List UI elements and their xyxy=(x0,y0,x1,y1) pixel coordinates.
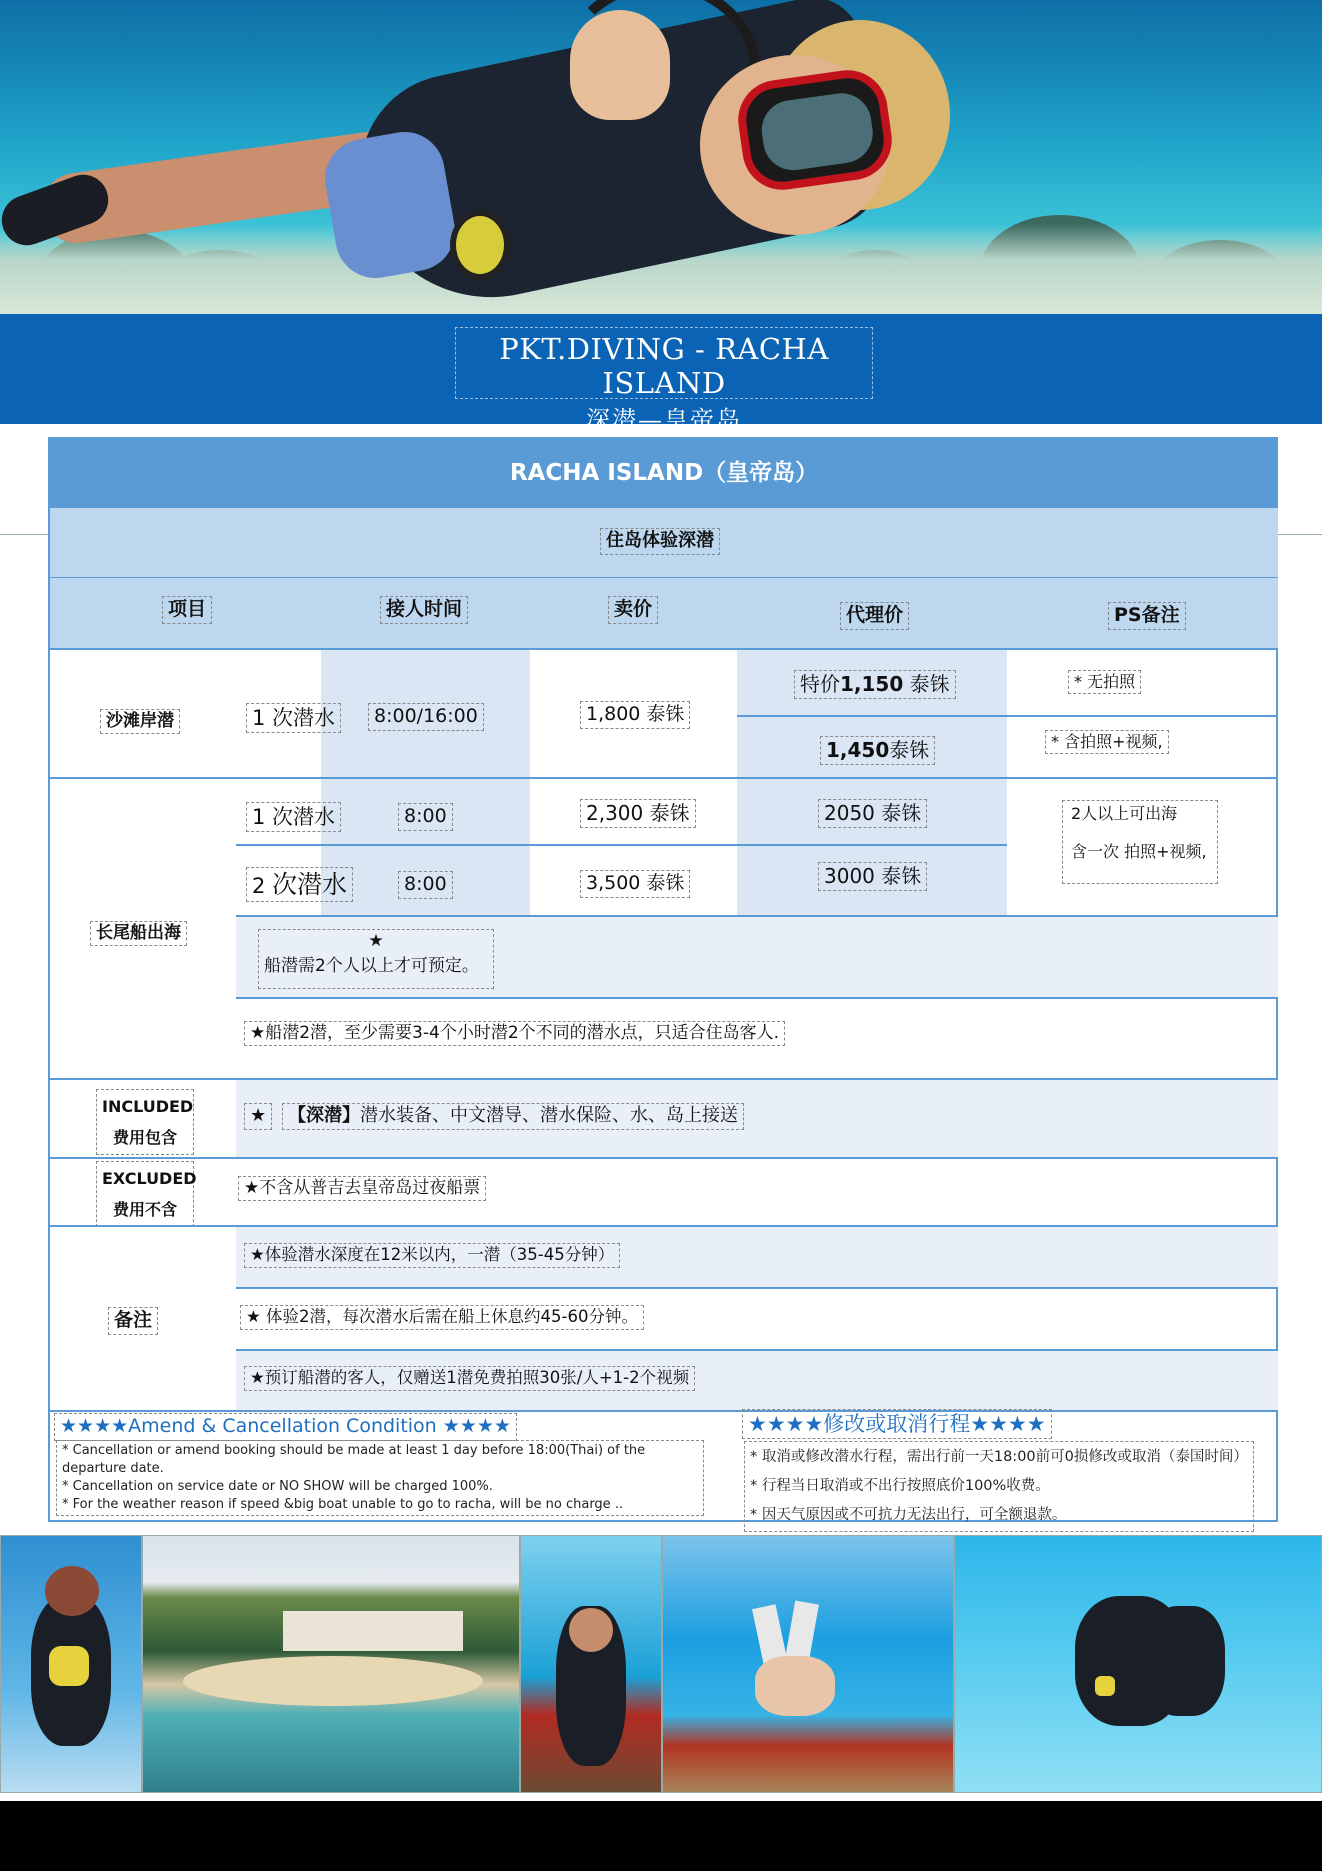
title-band xyxy=(0,314,1322,434)
included-star: ★ xyxy=(244,1103,272,1130)
beach-dive-label: 沙滩岸潜 xyxy=(100,709,180,734)
divider xyxy=(50,1410,1278,1412)
agent-number: 1,450 xyxy=(826,738,890,762)
boat-2dive-price: 3,500 泰铢 xyxy=(580,870,690,898)
diver-head xyxy=(569,1608,613,1652)
diver-figure xyxy=(1145,1606,1225,1716)
remark-rest: ★ 体验2潜，每次潜水后需在船上休息约45-60分钟。 xyxy=(240,1305,644,1330)
beach-price xyxy=(580,701,690,729)
boat-1dive-price: 2,300 泰铢 xyxy=(580,799,696,828)
special-unit: 泰铢 xyxy=(903,672,950,696)
table-subtitle: 住岛体验深潜 xyxy=(600,528,720,555)
boat-1dive-count: 1 次潜水 xyxy=(246,802,341,832)
boat-note-line2: 含一次 拍照+视频, xyxy=(1071,842,1207,861)
special-label: 特价 xyxy=(800,672,840,696)
beach-pickup-time: 8:00/16:00 xyxy=(368,703,484,731)
sand-beach xyxy=(183,1656,483,1706)
excluded-text: ★不含从普吉去皇帝岛过夜船票 xyxy=(238,1176,486,1201)
cancellation-zh-list xyxy=(744,1441,1254,1532)
boat-note-line1: 2人以上可出海 xyxy=(1071,804,1178,823)
included-label-zh: 费用包含 xyxy=(112,1128,177,1147)
remark-photo-gift: ★预订船潜的客人，仅赠送1潜免费拍照30张/人+1-2个视频 xyxy=(244,1366,695,1391)
table-title: RACHA ISLAND（皇帝岛） xyxy=(50,439,1278,508)
title-box xyxy=(455,327,873,434)
cancellation-en-item: * Cancellation on service date or NO SHOW will be charged 100%. xyxy=(62,1479,493,1494)
price-table xyxy=(48,437,1278,1522)
photo-strip xyxy=(0,1535,1322,1793)
divider xyxy=(50,777,1278,779)
photo-backroll-entry xyxy=(662,1535,954,1793)
dive-count-text: 次潜水 xyxy=(272,870,348,899)
included-text: 潜水装备、中文潜导、潜水保险、水、岛上接送 xyxy=(360,1105,738,1126)
cancellation-en-item: * For the weather reason if speed &big boat unable to go to racha, will be no charge .. xyxy=(62,1497,624,1512)
col-header-price: 卖价 xyxy=(608,596,658,624)
cancellation-zh-title: ★★★★修改或取消行程★★★★ xyxy=(742,1409,1052,1439)
boat-dive-label: 长尾船出海 xyxy=(90,921,187,946)
divider xyxy=(236,844,1007,846)
cancellation-en-title: ★★★★Amend & Cancellation Condition ★★★★ xyxy=(54,1413,517,1441)
divider xyxy=(50,1157,1278,1159)
remarks-label: 备注 xyxy=(108,1307,158,1335)
legs xyxy=(755,1656,835,1716)
cancellation-zh-item: * 行程当日取消或不出行按照底价100%收费。 xyxy=(750,1478,1050,1494)
beach-building xyxy=(283,1611,463,1651)
beach-note-no-photo: * 无拍照 xyxy=(1068,670,1141,694)
ok-hand xyxy=(570,10,670,120)
included-label xyxy=(96,1089,194,1155)
boat-2dive-time: 8:00 xyxy=(398,871,453,899)
boat-note xyxy=(1062,800,1218,884)
cancellation-en-list xyxy=(56,1440,704,1516)
star-icon: ★ xyxy=(368,931,384,951)
excluded-label-zh: 费用不含 xyxy=(112,1200,177,1219)
beach-price-text: 1,800 泰铢 xyxy=(586,703,685,725)
diver-gauge xyxy=(450,210,510,280)
beach-dive-count: 1 次潜水 xyxy=(246,703,341,733)
cancellation-en-item: * Cancellation or amend booking should be made at least 1 day before 18:00(Thai) of the departure date. xyxy=(62,1443,646,1476)
photo-racha-beach xyxy=(142,1535,520,1793)
boat-2dive-count xyxy=(246,867,353,902)
remark-depth: ★体验潜水深度在12米以内，一潜（35-45分钟） xyxy=(244,1243,620,1268)
cancellation-zh-item: * 取消或修改潜水行程，需出行前一天18:00前可0损修改或取消（泰国时间） xyxy=(750,1449,1248,1465)
page-subtitle: 深潜—皇帝岛 xyxy=(586,406,742,434)
excluded-label-en: EXCLUDED xyxy=(102,1169,197,1188)
table-subtitle-row xyxy=(50,508,1278,578)
hero-photo-diver xyxy=(0,0,1322,314)
photo-child-diver xyxy=(0,1535,142,1793)
column-headers xyxy=(50,578,1278,649)
photo-diver-on-boat xyxy=(520,1535,662,1793)
included-bracket: 【深潜】 xyxy=(288,1105,360,1126)
bcd-yellow xyxy=(49,1646,89,1686)
boat-1dive-time: 8:00 xyxy=(398,803,453,831)
boat-2dive-agent-price: 3000 泰铢 xyxy=(818,862,927,891)
divider xyxy=(236,997,1278,999)
divider xyxy=(1278,534,1322,535)
divider xyxy=(236,1287,1278,1289)
included-label-en: INCLUDED xyxy=(102,1097,194,1116)
boat-min-people-notice xyxy=(258,929,494,989)
dive-count-number: 2 xyxy=(252,874,273,898)
divider xyxy=(0,534,48,535)
boat-1dive-agent-price: 2050 泰铢 xyxy=(818,799,927,828)
beach-agent-price-special xyxy=(794,670,956,699)
diver-head xyxy=(45,1566,99,1616)
divider xyxy=(737,715,1278,717)
beach-note-photo-video: * 含拍照+视频, xyxy=(1045,730,1169,754)
bottom-bar xyxy=(0,1801,1322,1871)
boat-min-people-text: 船潜需2个人以上才可预定。 xyxy=(264,956,479,977)
excluded-label xyxy=(96,1161,197,1227)
divider xyxy=(50,648,1278,650)
agent-unit: 泰铢 xyxy=(889,738,930,762)
col-header-pickup: 接人时间 xyxy=(380,596,468,624)
col-header-ps-note: PS备注 xyxy=(1108,602,1186,630)
page-title: PKT.DIVING - RACHA ISLAND xyxy=(499,332,829,400)
gauge-yellow xyxy=(1095,1676,1115,1696)
col-header-item: 项目 xyxy=(162,596,212,624)
col-header-agent-price: 代理价 xyxy=(840,602,909,630)
special-number: 1,150 xyxy=(840,672,904,696)
included-items xyxy=(282,1103,744,1130)
boat-2dive-notice: ★船潜2潜，至少需要3-4个小时潜2个不同的潜水点，只适合住岛客人. xyxy=(244,1021,785,1046)
cancellation-zh-item: * 因天气原因或不可抗力无法出行，可全额退款。 xyxy=(750,1507,1067,1523)
beach-agent-price xyxy=(820,736,935,765)
photo-underwater-divers xyxy=(954,1535,1322,1793)
